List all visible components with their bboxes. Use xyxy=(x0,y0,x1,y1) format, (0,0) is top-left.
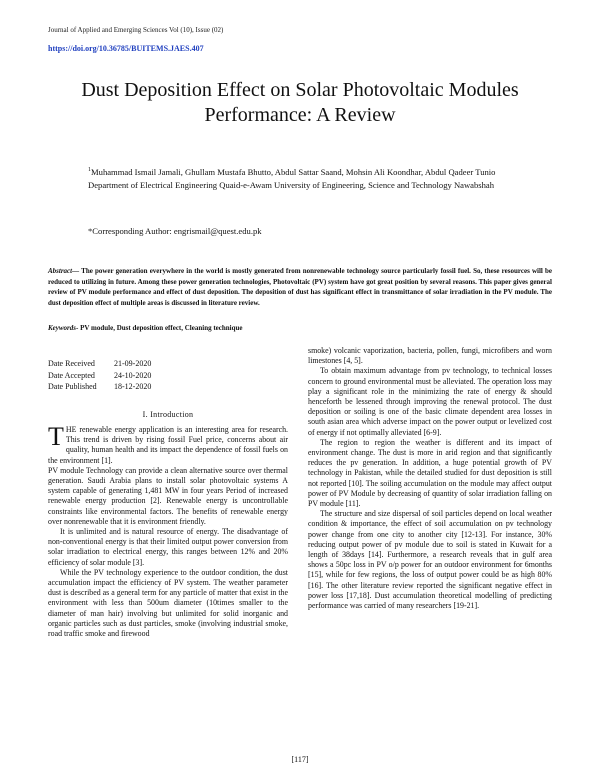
date-accepted: Date Accepted 24-10-2020 xyxy=(48,370,152,380)
paragraph: The region to region the weather is different and its impact of environment change. The dust is more in arid region and that significantly reduces the pv generation. In addition, a huge potential growth of PV technology in Pakistan, while the detailed studied for dust deposition is still not reported [10]. The soiling accumulation on the module may affect output power of PV Module by decreasing of quantity of solar irradiation falling on PV module [11]. xyxy=(308,437,552,509)
section-heading: I. Introduction xyxy=(142,410,194,419)
paragraph: smoke) volcanic vaporization, bacteria, pollen, fungi, microfibers and worn limestones [4, 5]. xyxy=(308,346,552,366)
doi-link[interactable]: https://doi.org/10.36785/BUITEMS.JAES.407 xyxy=(48,44,204,53)
publication-dates xyxy=(48,358,151,393)
corresponding-author: *Corresponding Author: engrismail@quest.edu.pk xyxy=(88,226,262,236)
paragraph: To obtain maximum advantage from pv technology, to technical losses concern to ground environmental must be alleviated. The operation loss may play a significant role in the minimizing the rate of energy & should henceforth be lessened through improving the renewal protocol. The dust deposition or soiling is one of the basic climate dependent area losses in south asian area which adverse impact on the power output or levelized cost of energy if not optimally alleviated [6-9]. xyxy=(308,366,552,437)
author-affiliation: Department of Electrical Engineering Quaid-e-Awam University of Engineering, Science and Technology Nawabshah xyxy=(88,179,495,190)
keywords xyxy=(48,324,243,332)
right-column xyxy=(308,346,552,611)
date-published: Date Published 18-12-2020 xyxy=(48,382,152,391)
paragraph: It is unlimited and is natural resource of energy. The disadvantage of non-conventional energy is that their limited output power conversion from solar irradiation to electrical energy, this ranges between 12% and 20% efficiency of solar module [3]. xyxy=(48,527,288,567)
author-names xyxy=(88,164,528,179)
abstract-label: Abstract— xyxy=(48,267,80,275)
author-marker: 1 xyxy=(88,167,91,173)
left-column xyxy=(48,422,288,639)
keywords-label: Keywords xyxy=(48,324,76,332)
journal-header: Journal of Applied and Emerging Sciences Vol (10), Issue (02) xyxy=(48,26,224,34)
page-number: [117] xyxy=(291,755,309,764)
paper-title: Dust Deposition Effect on Solar Photovoltaic Modules Performance: A Review xyxy=(81,79,519,126)
author-block xyxy=(88,164,528,192)
abstract xyxy=(48,266,552,308)
paragraph: THE renewable energy application is an interesting area for research. This trend is driven by rising fossil Fuel price, concerns about air quality, human health and its impact the dependence of fossil fuels on the environment [1]. xyxy=(48,422,288,465)
paragraph: The structure and size dispersal of soil particles depend on local weather condition & importance, the effect of soil accumulation on pv technology power change from one city to another city [12-13]. For instance, 30% reducing output power of pv module due to soil is stated in Kuwait for a length of 38days [14]. Furthermore, a research reveals that in gulf area shows a 50pc loss in PV o/p power for an outdoor environment for 6months [15], while for few regions, the loss of output power could be as high 80% [16]. The other literature review reported the significant negative effect in power loss [17,18]. Dust accumulation theoretical modelling of predicting performance was carried of many researchers [19-21]. xyxy=(308,509,552,611)
paragraph: PV module Technology can provide a clean alternative source over thermal generation. Saudi Arabia plans to install solar photovoltaic systems A system capable of generating 1,481 MW in four years Period of increased renewable energy production [2]. Renewable energy is uncontrollable constraints like environmental factors. The benefits of renewable energy over nonrenewable that it is environment friendly. xyxy=(48,465,288,526)
keywords-text: - PV module, Dust deposition effect, Cleaning technique xyxy=(76,324,243,332)
author-list: Muhammad Ismail Jamali, Ghullam Mustafa Bhutto, Abdul Sattar Saand, Mohsin Ali Koondhar, Abdul Qadeer Tunio xyxy=(91,166,496,177)
paragraph: While the PV technology experience to the outdoor condition, the dust accumulation impact the efficiency of PV system. The weather parameter dust is described as a general term for any particle of matter that exist in the environment with less than 500um diameter (10times smaller to the diameter of man hair) involving but unlimited for solid inorganic and organic particles such as dust particles, smoke (involving industrial smoke, road traffic smoke and firewood xyxy=(48,567,288,639)
drop-cap: T xyxy=(48,422,64,451)
date-received: Date Received 21-09-2020 xyxy=(48,359,152,368)
abstract-text: The power generation everywhere in the world is mostly generated from nonrenewable technology source particularly fossil fuel. So, these resources will be reduced to utilizing in future. Among these power generation technologies, Photovoltaic (PV) system have got great position by several reasons. This paper gives general review of PV module performance and effect of dust deposition. The deposition of dust has significant effect in transmittance of solar irradiation in the PV module. The dust deposition effect of multiple areas is discussed in literature review. xyxy=(48,267,552,307)
